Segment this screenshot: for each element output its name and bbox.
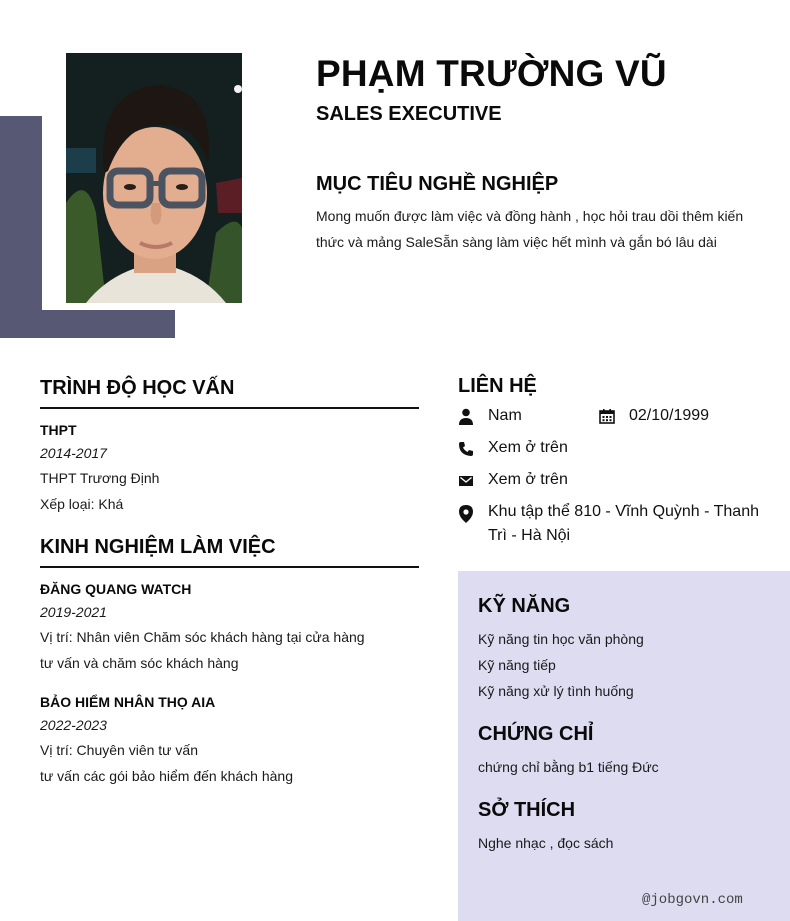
experience-item-description: tư vấn các gói bảo hiểm đến khách hàng [40, 768, 293, 784]
education-item [40, 421, 159, 513]
objective-title: MỤC TIÊU NGHỀ NGHIỆP [316, 173, 559, 195]
education-item-title: THPT [40, 422, 77, 438]
contact-birthday [599, 404, 709, 428]
contact-address [458, 500, 759, 548]
skills-title: KỸ NĂNG [478, 595, 571, 617]
candidate-name: PHẠM TRƯỜNG VŨ [316, 53, 667, 94]
decorative-block-vertical [0, 116, 42, 338]
skill-item: Kỹ năng tin học văn phòng [478, 631, 644, 647]
mail-icon [458, 474, 474, 490]
experience-item-position: Vị trí: Nhân viên Chăm sóc khách hàng tại cửa hàng [40, 629, 365, 645]
calendar-icon [599, 408, 615, 424]
objective-text: Mong muốn được làm việc và đồng hành , học hỏi trau dồi thêm kiến thức và mảng SaleSẵn sàng làm việc hết mình và gắn bó lâu dài [316, 208, 744, 250]
address-line-1: Khu tập thể 810 - Vĩnh Quỳnh - Thanh [488, 503, 759, 520]
profile-photo [66, 53, 242, 303]
skill-item: Kỹ năng tiếp [478, 657, 556, 673]
candidate-role: SALES EXECUTIVE [316, 103, 502, 125]
hobby-item: Nghe nhạc , đọc sách [478, 835, 614, 851]
phone-icon [458, 441, 474, 457]
education-title: TRÌNH ĐỘ HỌC VẤN [40, 377, 235, 399]
contact-title: LIÊN HỆ [458, 375, 537, 397]
certificate-item: chứng chỉ bằng b1 tiếng Đức [478, 759, 659, 775]
contact-email [458, 468, 568, 492]
contact-phone [458, 436, 568, 460]
location-pin-icon [458, 504, 474, 520]
experience-item-date: 2022-2023 [40, 717, 107, 733]
skill-item: Kỹ năng xử lý tình huống [478, 683, 634, 699]
experience-item [40, 693, 293, 785]
experience-item [40, 580, 365, 672]
person-icon [458, 408, 474, 424]
contact-gender [458, 404, 522, 428]
experience-item-company: BẢO HIỂM NHÂN THỌ AIA [40, 694, 216, 710]
hobbies-title: SỞ THÍCH [478, 799, 576, 821]
gender-value: Nam [488, 407, 522, 424]
phone-value: Xem ở trên [488, 439, 568, 456]
address-line-2: Trì - Hà Nội [488, 527, 571, 544]
decorative-block-horizontal [0, 310, 175, 338]
email-value: Xem ở trên [488, 471, 568, 488]
experience-item-date: 2019-2021 [40, 604, 107, 620]
education-item-date: 2014-2017 [40, 445, 107, 461]
education-item-grade: Xếp loại: Khá [40, 496, 124, 512]
certificates-title: CHỨNG CHỈ [478, 723, 594, 745]
education-divider [40, 407, 419, 409]
education-item-school: THPT Trương Định [40, 470, 160, 486]
portrait-illustration [66, 53, 242, 303]
skills-panel [458, 571, 790, 921]
experience-item-description: tư vấn và chăm sóc khách hàng [40, 655, 239, 671]
watermark: @jobgovn.com [642, 892, 743, 908]
experience-item-company: ĐĂNG QUANG WATCH [40, 581, 192, 597]
experience-item-position: Vị trí: Chuyên viên tư vấn [40, 742, 198, 758]
birthday-value: 02/10/1999 [629, 407, 710, 424]
experience-divider [40, 566, 419, 568]
experience-title: KINH NGHIỆM LÀM VIỆC [40, 536, 276, 558]
